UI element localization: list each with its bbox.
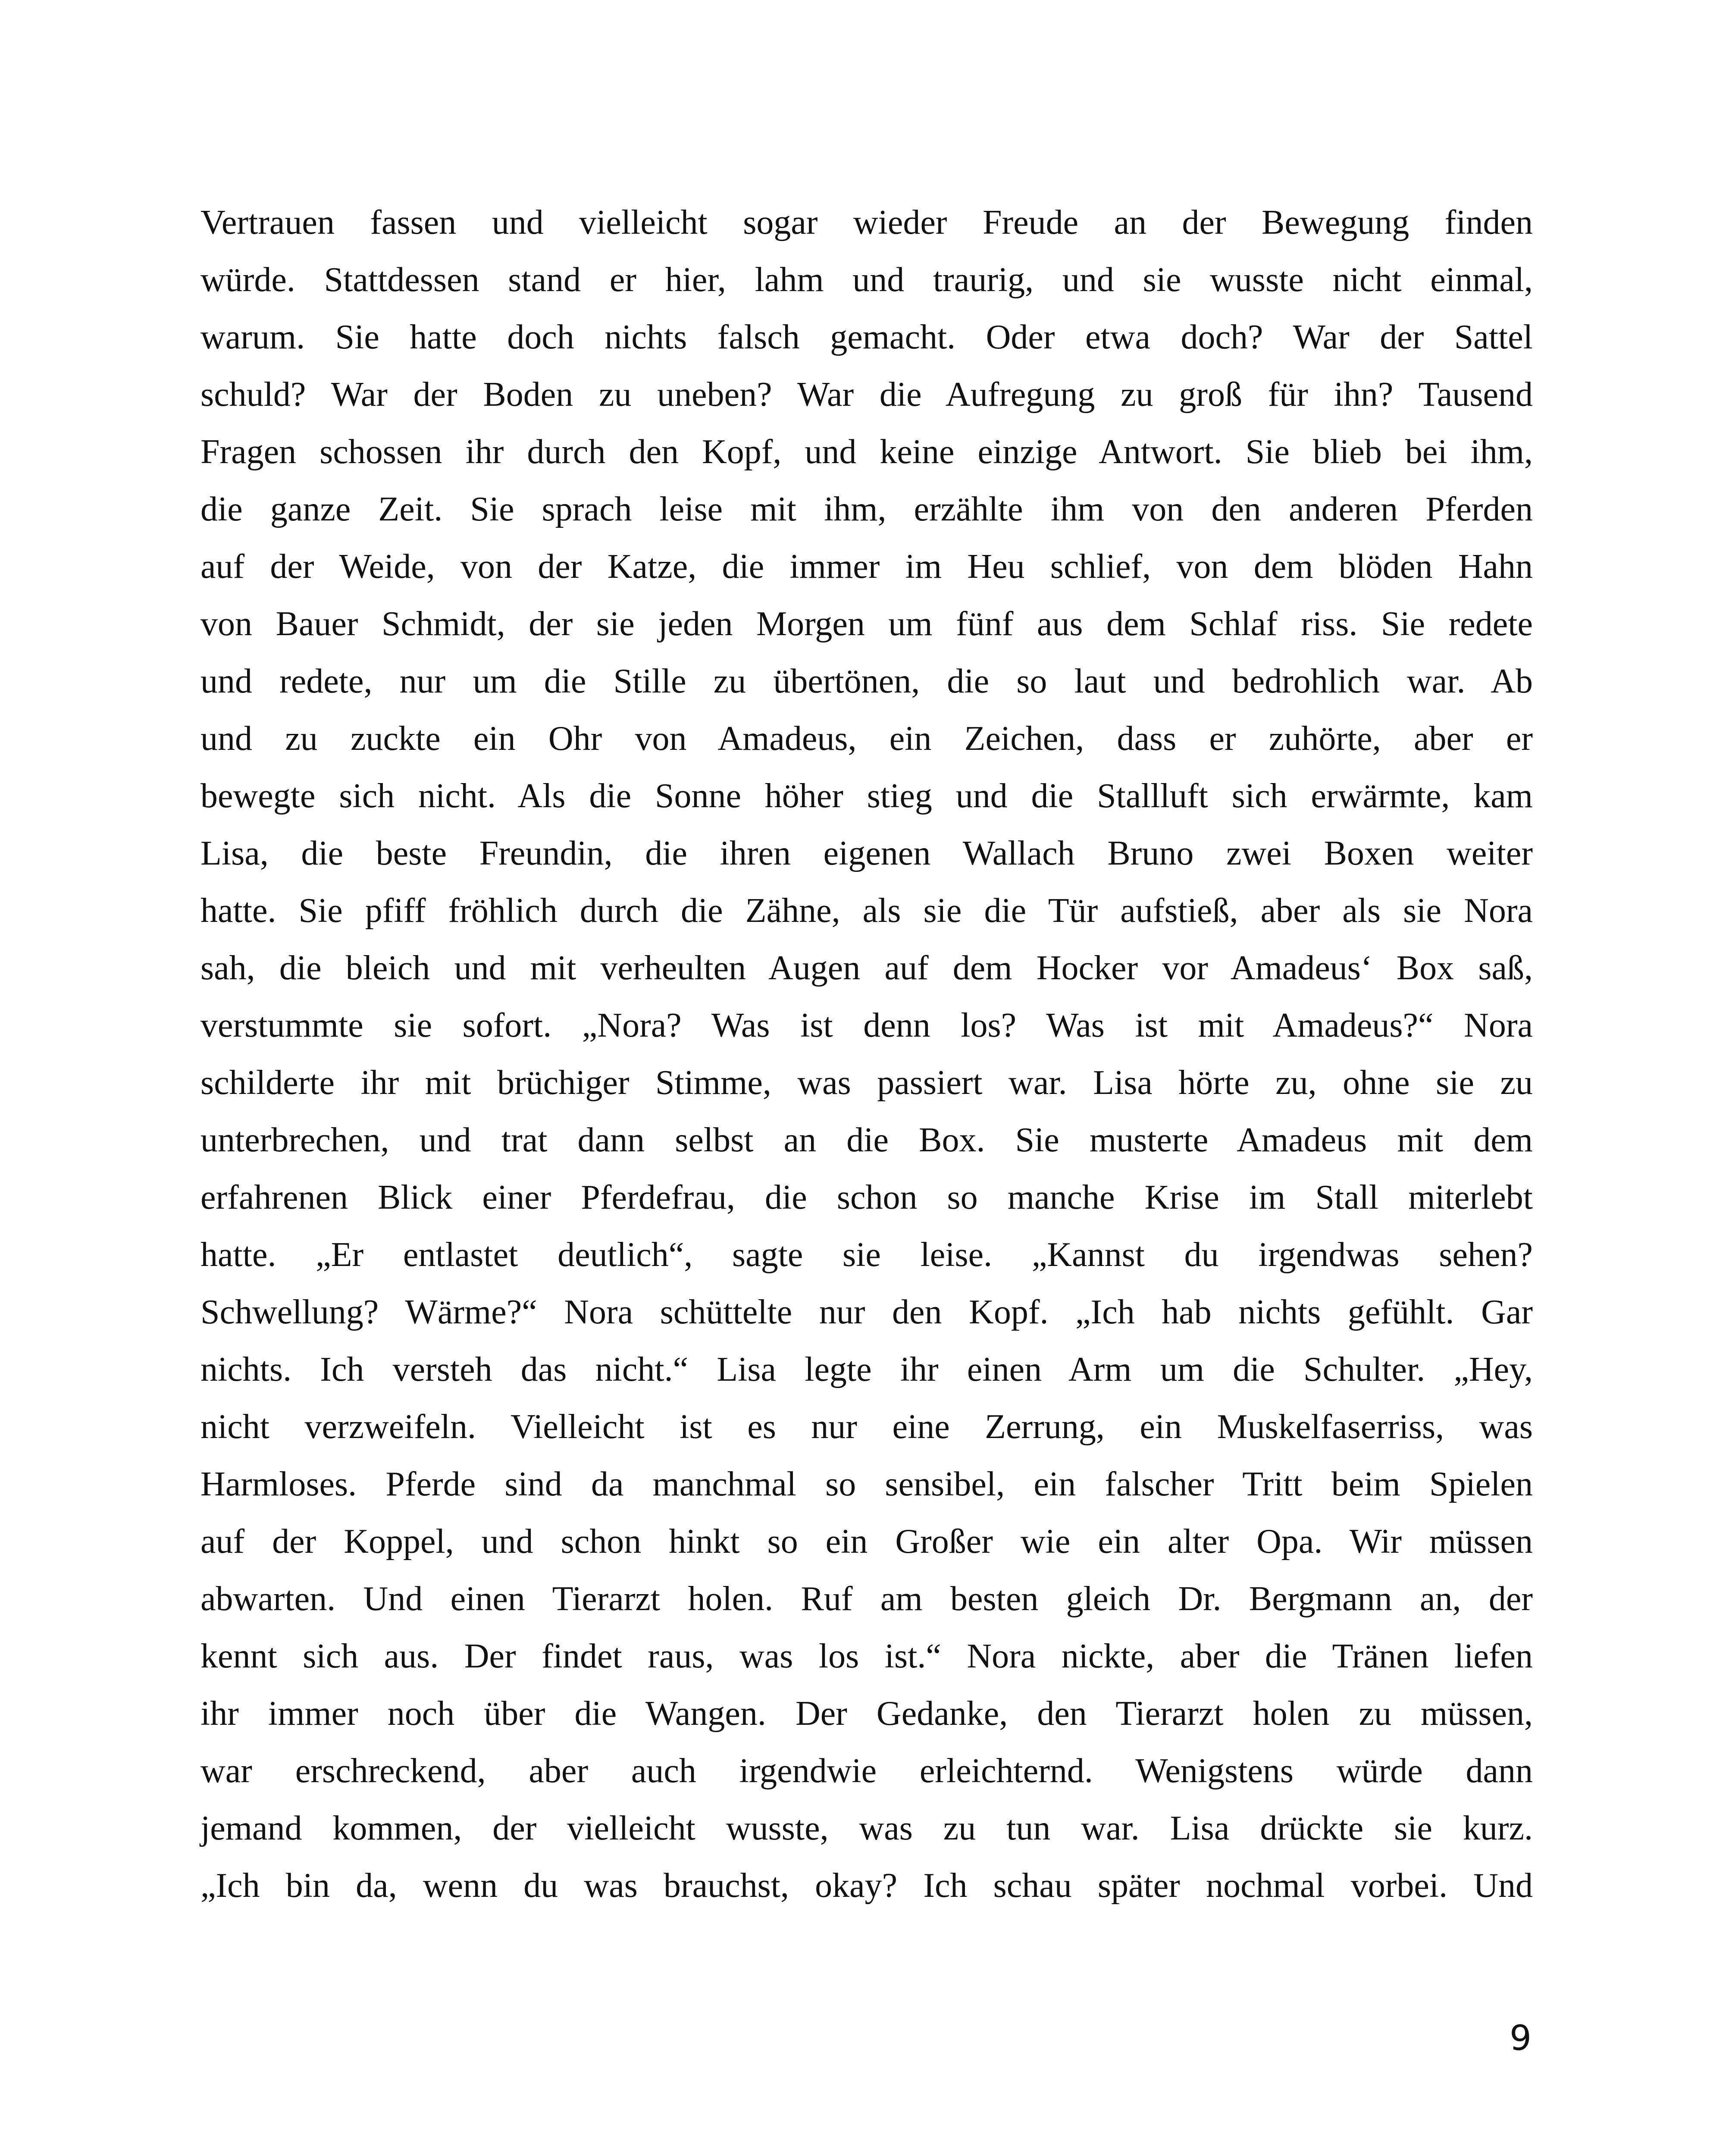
- text-line: auf der Koppel, und schon hinkt so ein Großer wie ein alter Opa. Wir müssen: [200, 1523, 1533, 1561]
- text-line: „Ich bin da, wenn du was brauchst, okay? Ich schau später nochmal vorbei. Und: [200, 1867, 1533, 1905]
- text-line: auf der Weide, von der Katze, die immer im Heu schlief, von dem blöden Hahn: [200, 548, 1533, 586]
- text-line: jemand kommen, der vielleicht wusste, was zu tun war. Lisa drückte sie kurz.: [200, 1809, 1533, 1847]
- text-line: Schwellung? Wärme?“ Nora schüttelte nur den Kopf. „Ich hab nichts gefühlt. Gar: [200, 1293, 1533, 1331]
- page-number: 9: [1510, 2018, 1532, 2058]
- text-line: ihr immer noch über die Wangen. Der Gedanke, den Tierarzt holen zu müssen,: [200, 1695, 1533, 1733]
- text-line: verstummte sie sofort. „Nora? Was ist denn los? Was ist mit Amadeus?“ Nora: [200, 1006, 1533, 1044]
- text-line: nicht verzweifeln. Vielleicht ist es nur eine Zerrung, ein Muskelfaserriss, was: [200, 1408, 1533, 1446]
- text-line: hatte. „Er entlastet deutlich“, sagte sie leise. „Kannst du irgendwas sehen?: [200, 1236, 1533, 1274]
- text-line: war erschreckend, aber auch irgendwie erleichternd. Wenigstens würde dann: [200, 1752, 1533, 1790]
- text-line: nichts. Ich versteh das nicht.“ Lisa legte ihr einen Arm um die Schulter. „Hey,: [200, 1351, 1533, 1388]
- text-line: würde. Stattdessen stand er hier, lahm und traurig, und sie wusste nicht einmal,: [200, 261, 1533, 299]
- text-line: erfahrenen Blick einer Pferdefrau, die schon so manche Krise im Stall miterlebt: [200, 1178, 1533, 1216]
- text-line: und redete, nur um die Stille zu übertönen, die so laut und bedrohlich war. Ab: [200, 662, 1533, 700]
- text-line: abwarten. Und einen Tierarzt holen. Ruf am besten gleich Dr. Bergmann an, der: [200, 1580, 1533, 1618]
- text-line: Fragen schossen ihr durch den Kopf, und keine einzige Antwort. Sie blieb bei ihm,: [200, 433, 1533, 471]
- text-line: schuld? War der Boden zu uneben? War die Aufregung zu groß für ihn? Tausend: [200, 376, 1533, 414]
- text-line: hatte. Sie pfiff fröhlich durch die Zähne, als sie die Tür aufstieß, aber als sie Nora: [200, 892, 1533, 930]
- body-text: [200, 194, 1533, 1915]
- text-line: Vertrauen fassen und vielleicht sogar wieder Freude an der Bewegung finden: [200, 204, 1533, 241]
- text-line: die ganze Zeit. Sie sprach leise mit ihm, erzählte ihm von den anderen Pferden: [200, 490, 1533, 528]
- text-line: sah, die bleich und mit verheulten Augen auf dem Hocker vor Amadeus‘ Box saß,: [200, 949, 1533, 987]
- text-line: unterbrechen, und trat dann selbst an die Box. Sie musterte Amadeus mit dem: [200, 1121, 1533, 1159]
- text-line: schilderte ihr mit brüchiger Stimme, was passiert war. Lisa hörte zu, ohne sie zu: [200, 1064, 1533, 1102]
- text-line: von Bauer Schmidt, der sie jeden Morgen um fünf aus dem Schlaf riss. Sie redete: [200, 605, 1533, 643]
- text-line: bewegte sich nicht. Als die Sonne höher stieg und die Stallluft sich erwärmte, kam: [200, 777, 1533, 815]
- text-line: Lisa, die beste Freundin, die ihren eigenen Wallach Bruno zwei Boxen weiter: [200, 834, 1533, 872]
- text-line: Harmloses. Pferde sind da manchmal so sensibel, ein falscher Tritt beim Spielen: [200, 1465, 1533, 1503]
- text-line: warum. Sie hatte doch nichts falsch gemacht. Oder etwa doch? War der Sattel: [200, 318, 1533, 356]
- text-line: und zu zuckte ein Ohr von Amadeus, ein Zeichen, dass er zuhörte, aber er: [200, 720, 1533, 758]
- text-line: kennt sich aus. Der findet raus, was los ist.“ Nora nickte, aber die Tränen liefen: [200, 1637, 1533, 1675]
